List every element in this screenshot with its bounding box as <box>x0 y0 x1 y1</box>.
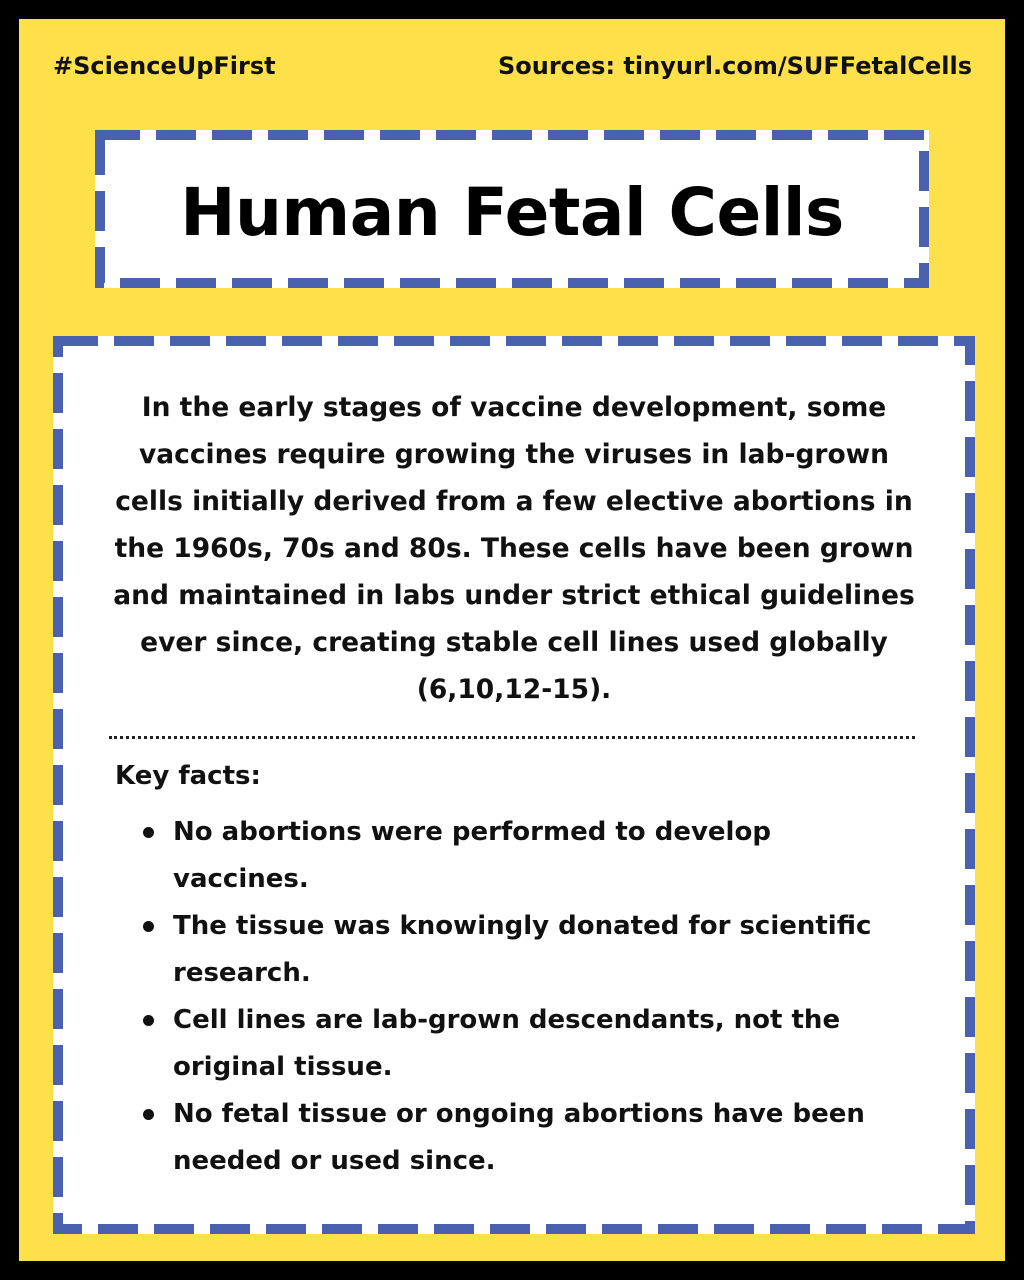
fact-text: The tissue was knowingly donated for scientific research. <box>173 911 872 988</box>
intro-paragraph: In the early stages of vaccine development, some vaccines require growing the viruses in lab-grown cells initially derived from a few elective abortions in the 1960s, 70s and 80s. These cells have been grown and maintained in labs under strict ethical guidelines ever since, creating stable cell lines used globally (6,10,12-15). <box>113 392 915 705</box>
bullet-icon <box>143 1109 154 1120</box>
fact-text: Cell lines are lab-grown descendants, not the original tissue. <box>173 1005 841 1082</box>
fact-text: No fetal tissue or ongoing abortions have been needed or used since. <box>173 1099 865 1176</box>
list-item <box>143 903 895 997</box>
page-title: Human Fetal Cells <box>180 174 844 251</box>
content-box <box>53 336 975 1234</box>
key-facts-list <box>143 809 895 1185</box>
sources-link[interactable]: Sources: tinyurl.com/SUFFetalCells <box>497 52 972 80</box>
bullet-icon <box>143 921 154 932</box>
bullet-icon <box>143 1015 154 1026</box>
title-box <box>95 130 929 288</box>
bullet-icon <box>143 827 154 838</box>
fact-text: No abortions were performed to develop vaccines. <box>173 817 771 894</box>
hashtag: #ScienceUpFirst <box>53 52 276 80</box>
list-item <box>143 809 895 903</box>
dotted-divider <box>109 736 915 739</box>
list-item <box>143 1091 895 1185</box>
key-facts-heading: Key facts: <box>115 761 261 791</box>
list-item <box>143 997 895 1091</box>
